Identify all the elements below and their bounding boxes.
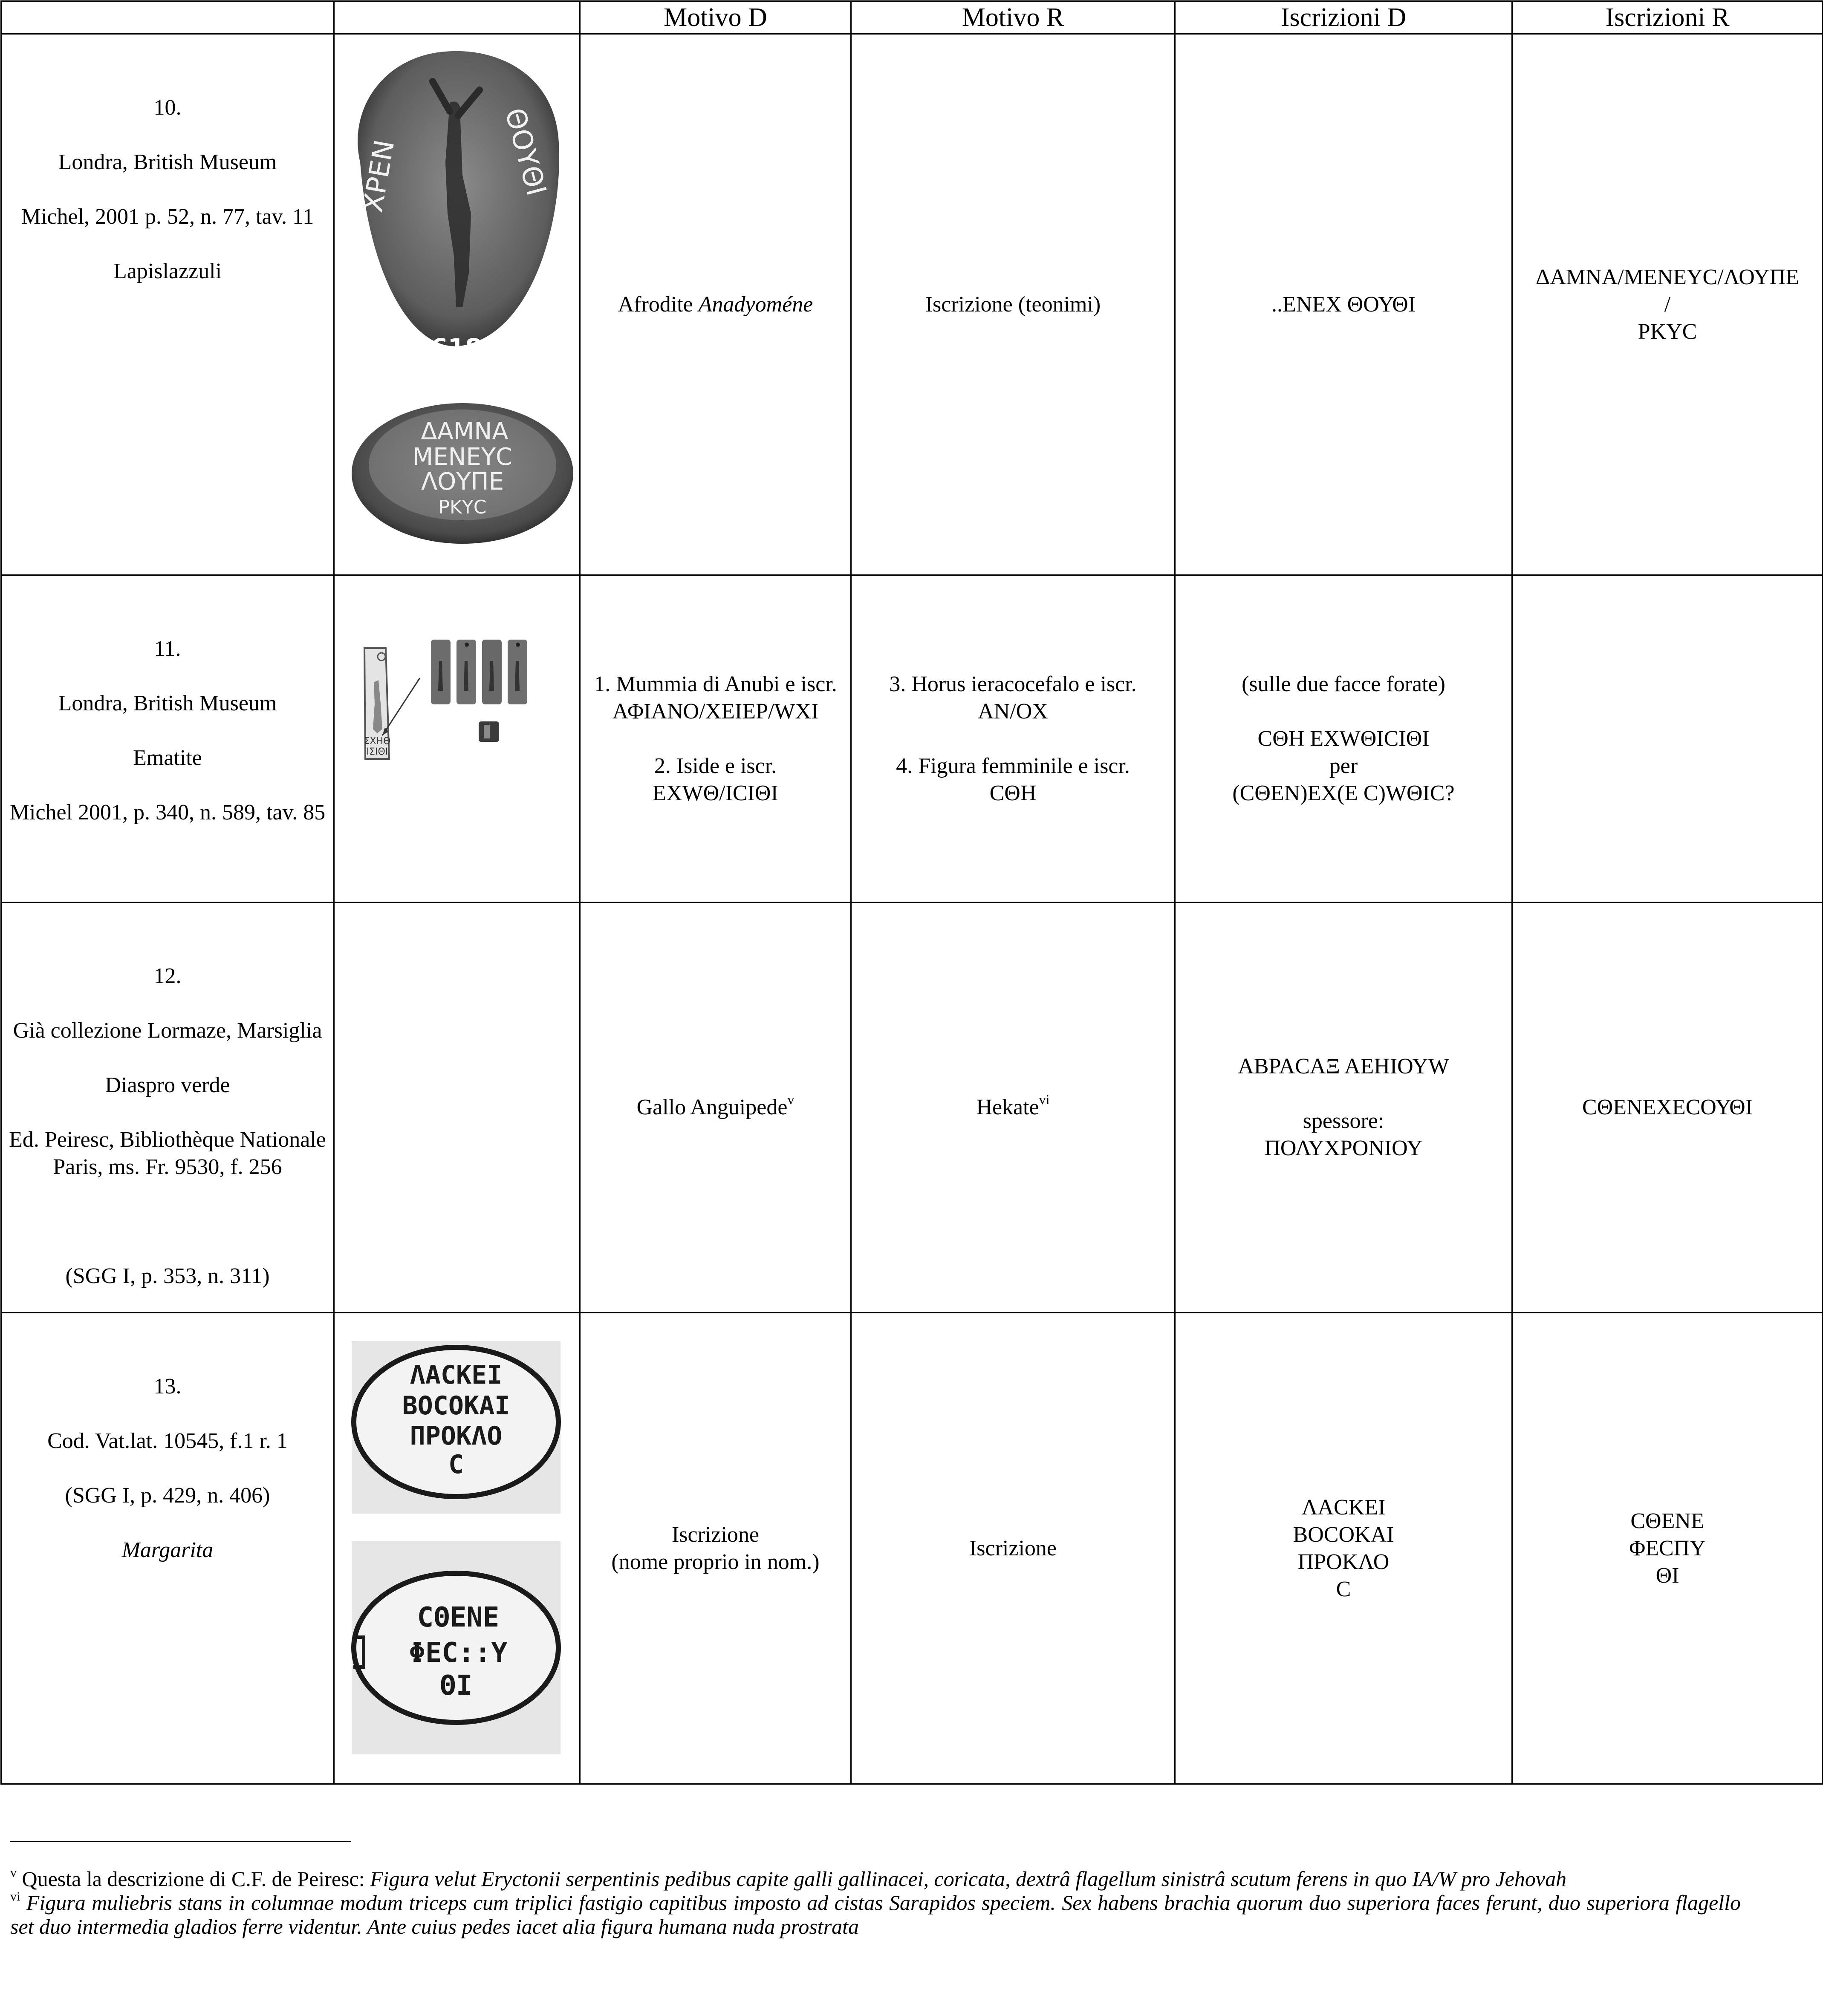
iscrizioni-d-cell: ΛΑCΚΕΙ ΒΟCΟΚΑΙ ΠΡΟΚΛΟ C	[1175, 1313, 1512, 1784]
entry-material: Ematite	[133, 746, 202, 770]
motivo-r-cell: Iscrizione	[851, 1313, 1175, 1784]
gem-drawing-cell-13	[334, 1313, 580, 1784]
entry-reference: Michel 2001, p. 340, n. 589, tav. 85	[9, 800, 326, 825]
museum-number-label: 56182	[413, 333, 500, 362]
table-row	[1, 1313, 1823, 1784]
svg-text:ΠΡΟΚΛΟ: ΠΡΟΚΛΟ	[410, 1421, 503, 1451]
footnote-ref-vi: vi	[1039, 1092, 1050, 1107]
entry-number: 10.	[153, 95, 182, 120]
footnote-v: $^v$ Questa la descrizione di C.F. de Peiresc: Figura velut Eryctonii serpentinis pedibus capite galli gallinacei, coricata, dextrâ flagellum sinistrâ scutum ferens in quo IA/W pro Jehovah	[10, 1866, 1567, 1891]
svg-text:CΘΕΝΕ: CΘΕΝΕ	[417, 1602, 500, 1633]
iscrizioni-d-cell: ΑΒΡΑCΑΞ ΑΕΗΙΟΥW spessore: ΠΟΛΥΧΡΟΝΙΟΥ	[1175, 903, 1512, 1313]
footnote-separator	[10, 1841, 351, 1842]
footnote-vi: $^{vi}$ Figura muliebris stans in columnae modum triceps cum triplici fastigio capitibus imposto ad cistas Sarapidos speciem. Sex habens brachia quorum duo superiora faces ferunt, duo superiora flagello set duo intermedia gladios ferre videntur. Ante cuius pedes iacet alia figura humana nuda prostrata	[10, 1889, 1741, 1938]
gem-drawing-13	[335, 1313, 580, 1783]
header-motivo-r: Motivo R	[851, 1, 1175, 34]
table-row	[1, 903, 1823, 1313]
footnote-ref-v: v	[787, 1092, 794, 1107]
entry-reference: Cod. Vat.lat. 10545, f.1 r. 1	[47, 1429, 288, 1453]
header-iscrizioni-d: Iscrizioni D	[1175, 1, 1512, 34]
table-row	[1, 34, 1823, 575]
entry-number: 11.	[154, 637, 181, 661]
gem-front-letters-right: ΘΟΥΘΙ	[498, 104, 552, 199]
gem-photo-cell-12	[334, 903, 580, 1313]
motivo-d-cell: 1. Mummia di Anubi e iscr. ΑΦΙΑΝΟ/ΧΕΙΕΡ/WΧΙ 2. Iside e iscr. ΕΧWΘ/ΙCΙΘΙ	[580, 575, 851, 903]
svg-text:ΡΚΥC: ΡΚΥC	[438, 496, 487, 518]
svg-text:ΙΣΙΘΙ: ΙΣΙΘΙ	[366, 747, 388, 757]
svg-text:ΜΕΝΕΥC: ΜΕΝΕΥC	[412, 443, 513, 471]
entry-collection: Già collezione Lormaze, Marsiglia	[13, 1018, 322, 1043]
entry-material: Margarita	[121, 1538, 214, 1562]
svg-text:ΛΑCΚΕΙ: ΛΑCΚΕΙ	[410, 1360, 503, 1390]
svg-text:C: C	[448, 1450, 464, 1480]
header-cell-id	[1, 1, 334, 34]
iscrizioni-d-cell: (sulle due facce forate) CΘΗ ΕΧWΘΙCΙΘΙ per (CΘΕΝ)ΕΧ(Ε C)WΘΙC?	[1175, 575, 1512, 903]
header-motivo-d: Motivo D	[580, 1, 851, 34]
entry-collection: Londra, British Museum	[58, 691, 277, 715]
iscrizioni-r-cell: CΘΕΝΕ ΦΕCΠΥ ΘΙ	[1512, 1313, 1823, 1784]
svg-text:ΛΟΥΠΕ: ΛΟΥΠΕ	[421, 468, 504, 496]
gem-front-letters-left: ΧΡΕΝ	[357, 137, 401, 215]
entry-material: Lapislazzuli	[113, 259, 222, 283]
svg-text:ΦΕC::Υ: ΦΕC::Υ	[409, 1637, 508, 1669]
entry-info-10	[1, 34, 334, 575]
gem-photo-10	[335, 35, 580, 574]
iscrizioni-r-cell: CΘΕΝΕΧΕCΟΥΘΙ	[1512, 903, 1823, 1313]
svg-text:ΒΟCΟΚΑΙ: ΒΟCΟΚΑΙ	[402, 1391, 510, 1421]
motivo-r-cell: 3. Horus ieracocefalo e iscr. AN/OX 4. Figura femminile e iscr. CΘΗ	[851, 575, 1175, 903]
entry-material: Diaspro verde	[105, 1073, 230, 1097]
entry-reference: Ed. Peiresc, Bibliothèque Nationale Paris, ms. Fr. 9530, f. 256	[9, 1128, 326, 1179]
iscrizioni-r-cell	[1512, 575, 1823, 903]
entry-info-11	[1, 575, 334, 903]
gem-photo-11	[335, 576, 580, 902]
header-iscrizioni-r: Iscrizioni R	[1512, 1, 1823, 34]
iscrizioni-d-cell: ..ENEX ΘΟΥΘΙ	[1175, 34, 1512, 575]
motivo-d-cell: Gallo Anguipede$^v$	[580, 903, 851, 1313]
gem-photo-cell-10	[334, 34, 580, 575]
footnotes	[10, 1841, 1741, 1938]
entry-reference: Michel, 2001 p. 52, n. 77, tav. 11	[21, 205, 314, 229]
svg-text:ΘΙ: ΘΙ	[439, 1670, 473, 1702]
entry-number: 13.	[153, 1374, 182, 1399]
svg-text:ΣΧΗΘ: ΣΧΗΘ	[364, 736, 391, 747]
motivo-d-cell: Iscrizione (nome proprio in nom.)	[580, 1313, 851, 1784]
header-row	[1, 1, 1823, 34]
motivo-r-cell: Hekate$^{vi}$	[851, 903, 1175, 1313]
motivo-d-cell: Afrodite Anadyoméne	[580, 34, 851, 575]
iscrizioni-r-cell: ΔΑΜΝΑ/ΜΕΝΕΥC/ΛΟΥΠΕ / ΡΚΥC	[1512, 34, 1823, 575]
gem-photo-cell-11	[334, 575, 580, 903]
entry-collection: Londra, British Museum	[58, 150, 277, 174]
entry-info-12	[1, 903, 334, 1313]
entry-sgg-reference: (SGG I, p. 429, n. 406)	[65, 1483, 270, 1508]
table-row	[1, 575, 1823, 903]
motivo-r-cell: Iscrizione (teonimi)	[851, 34, 1175, 575]
entry-info-13	[1, 1313, 334, 1784]
pendant-faces-photo	[431, 640, 527, 742]
svg-text:ΔΑΜΝΑ: ΔΑΜΝΑ	[421, 418, 508, 445]
entry-number: 12.	[153, 964, 182, 988]
entry-sgg-reference: (SGG I, p. 353, n. 311)	[65, 1264, 270, 1288]
header-cell-image	[334, 1, 580, 34]
